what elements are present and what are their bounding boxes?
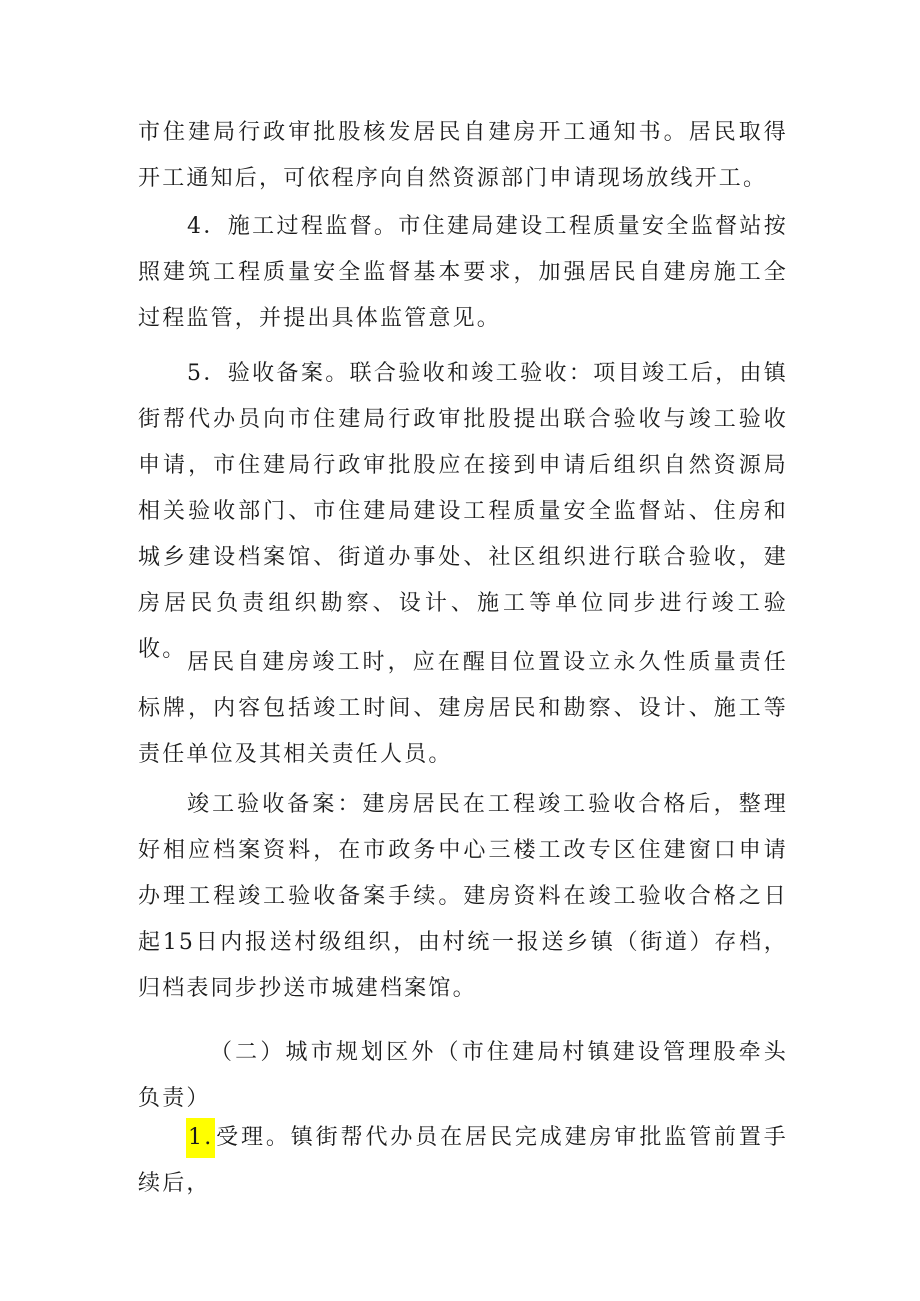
paragraph-opening-notice: 市住建局行政审批股核发居民自建房开工通知书。居民取得开工通知后，可依程序向自然资源部门申请现场放线开工。 [138,120,788,191]
highlighted-step-number: 1. [186,1118,215,1158]
paragraph-construction-supervision: 4．施工过程监督。市住建局建设工程质量安全监督站按照建筑工程质量安全监督基本要求，加强居民自建房施工全过程监管，并提出具体监管意见。 [138,214,788,331]
paragraph-acceptance-filing: 5．验收备案。联合验收和竣工验收：项目竣工后，由镇街帮代办员向市住建局行政审批股提出联合验收与竣工验收申请，市住建局行政审批股应在接到申请后组织自然资源局相关验收部门、市住建局建设工程质量安全监督站、住房和城乡建设档案馆、街道办事处、社区组织进行联合验收，建房居民负责组织勘察、设计、施工等单位同步进行竣工验收。 [138,361,788,662]
paragraph-quality-signboard: 居民自建房竣工时，应在醒目位置设立永久性质量责任标牌，内容包括竣工时间、建房居民和勘察、设计、施工等责任单位及其相关责任人员。 [138,650,788,767]
section-heading-outside-planning-area: （二）城市规划区外（市住建局村镇建设管理股牵头负责） [138,1040,788,1111]
paragraph-acceptance-step [138,1115,788,1207]
paragraph-completion-filing: 竣工验收备案：建房居民在工程竣工验收合格后，整理好相应档案资料，在市政务中心三楼工改专区住建窗口申请办理工程竣工验收备案手续。建房资料在竣工验收合格之日起15日内报送村级组织，由村统一报送乡镇（街道）存档，归档表同步抄送市城建档案馆。 [138,792,788,1001]
step-text: 受理。镇街帮代办员在居民完成建房审批监管前置手续后， [138,1125,788,1196]
